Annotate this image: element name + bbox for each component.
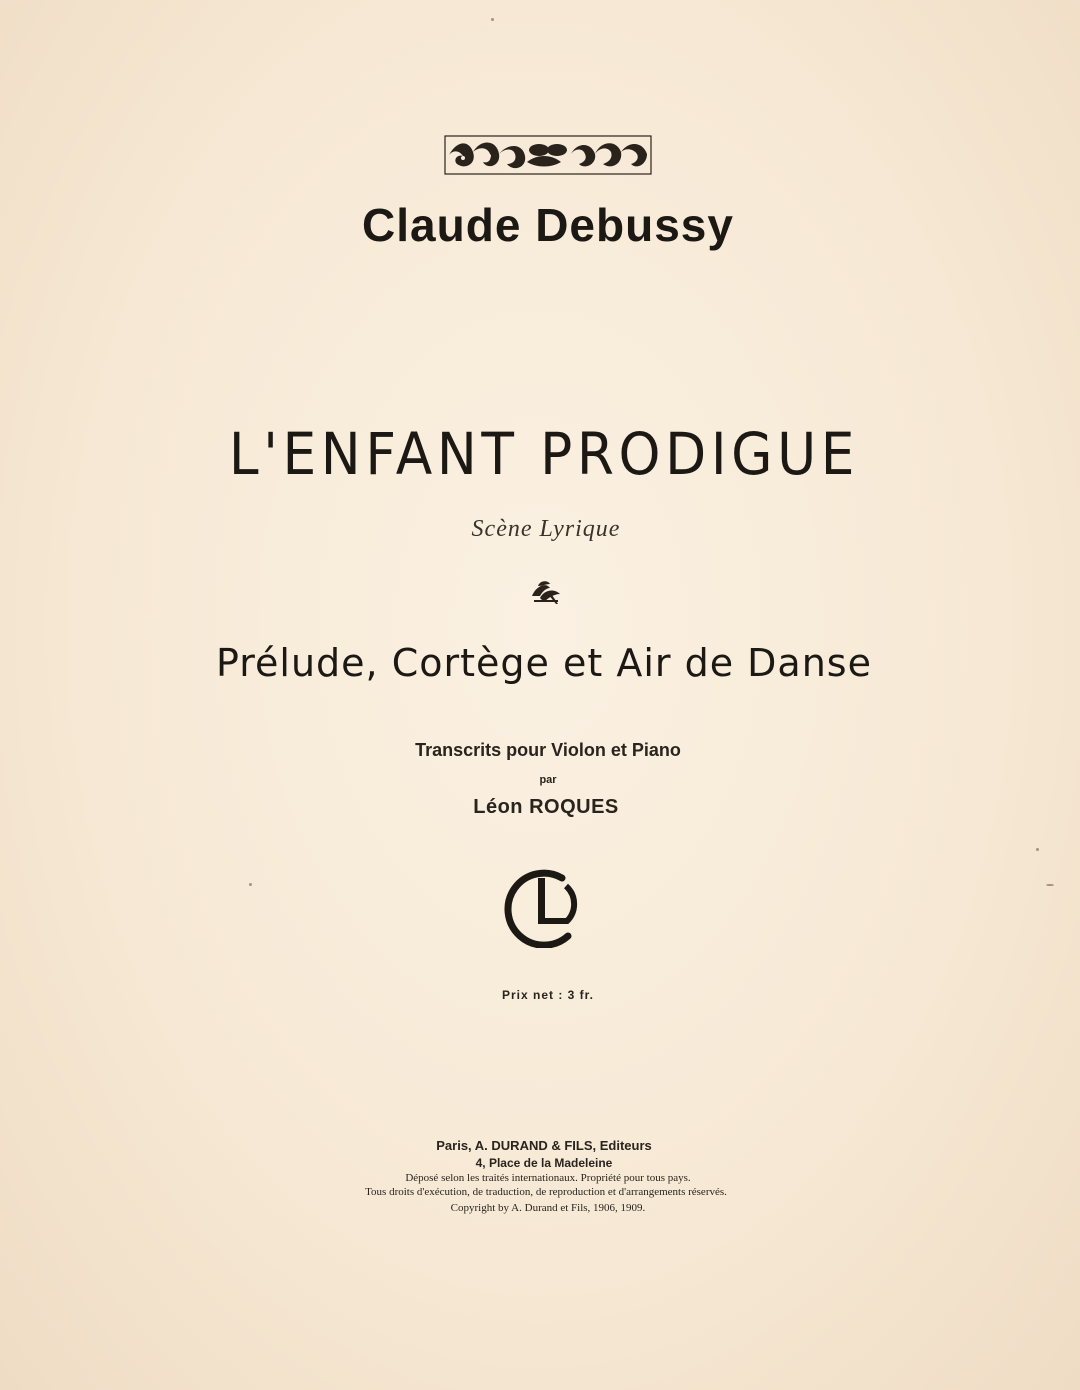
paper-speck xyxy=(491,18,494,21)
legal-notice-2: Tous droits d'exécution, de traduction, de reproduction et d'arrangements réservés. xyxy=(365,1186,727,1198)
copyright-notice: Copyright by A. Durand et Fils, 1906, 1909. xyxy=(450,1202,646,1214)
price-label: Prix net : 3 fr. xyxy=(501,988,595,1002)
legal-notice-1: Déposé selon les traités internationaux. Propriété pour tous pays. xyxy=(405,1172,691,1184)
paper-speck xyxy=(1036,848,1039,851)
paper-speck xyxy=(1046,884,1054,886)
arranger-name: Léon ROQUES xyxy=(473,796,619,818)
publisher-name: Paris, A. DURAND & FILS, Editeurs xyxy=(436,1138,652,1153)
pieces-title: Prélude, Cortège et Air de Danse xyxy=(216,641,872,685)
floral-ornament-icon xyxy=(443,132,653,178)
paper-speck xyxy=(249,883,252,886)
fleuron-icon xyxy=(528,578,564,606)
publisher-monogram-icon xyxy=(500,864,590,948)
publisher-address: 4, Place de la Madeleine xyxy=(475,1156,613,1170)
composer-name: Claude Debussy xyxy=(362,199,734,251)
work-title: L'ENFANT PRODIGUE xyxy=(228,420,860,488)
by-label: par xyxy=(539,774,557,786)
transcription-line: Transcrits pour Violon et Piano xyxy=(415,740,681,760)
work-subtitle: Scène Lyrique xyxy=(471,516,621,542)
